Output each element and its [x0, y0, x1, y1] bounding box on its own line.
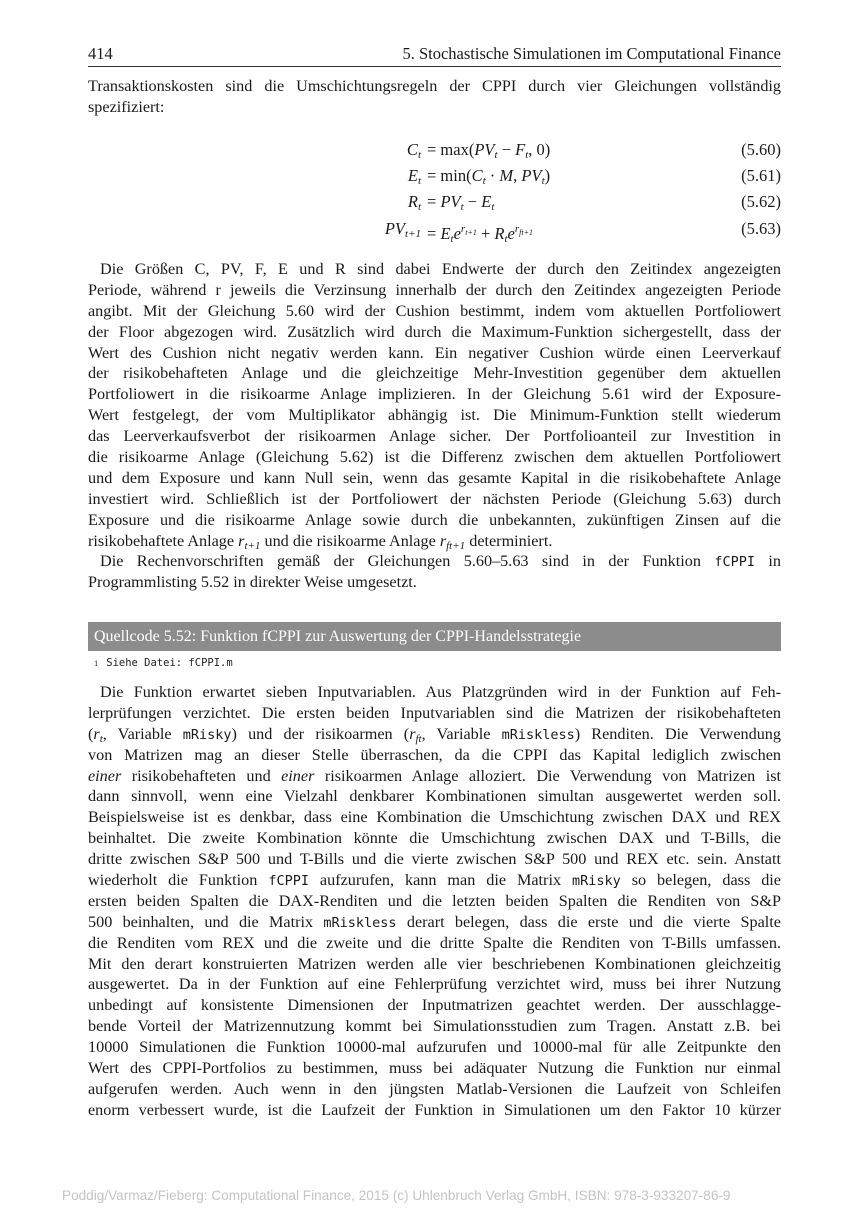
running-title: 5. Stochastische Simulationen im Computational Finance — [402, 44, 781, 63]
text-line: Die Funktion erwartet sieben Inputvariablen. Aus Platzgründen wird in der Funktion auf Feh- — [100, 683, 781, 701]
text-line: Wert festgelegt, der vom Multiplikator abhängig ist. Die Minimum-Funktion stellt wiederum — [88, 406, 781, 425]
text-line: ($r_t$, Variable mRisky) und der risikoarmen ($r_{ft}$, Variable mRiskless) Renditen. Die Verwendung — [88, 724, 781, 745]
text-line: ersten beiden Spalten die DAX-Renditen und die letzten beiden Spalten die Renditen von S&P — [88, 891, 781, 910]
text-line: 10000 Simulationen die Funktion 10000-mal aufzurufen und 10000-mal für alle Zeitpunkte den — [88, 1038, 781, 1057]
text-line: enorm verbessert wurde, ist die Laufzeit der Funktion in Simulationen um den Faktor 10 kürzer — [88, 1100, 781, 1119]
eq-rhs: = $PV_t - E_t$ — [427, 192, 495, 213]
text-line: Wert des CPPI-Portfolios zu bestimmen, muss bei adäquater Nutzung die Funktion nur einmal — [88, 1059, 781, 1078]
eq-lhs: PV — [384, 219, 406, 238]
paragraph-function-description — [88, 682, 781, 1121]
text-line: bende Vorteil der Matrizennutzung kommt bei Simulationsstudien zum Tragen. Anstatt z.B. bei — [88, 1017, 781, 1036]
eq-rhs: = $\max(PV_t - F_t$, 0) — [427, 140, 551, 161]
text-line: lerprüfungen verzichtet. Die ersten beiden Inputvariablen sind die Matrizen der risikobehafteten — [88, 703, 781, 722]
inline-code: fCPPI — [714, 554, 755, 571]
equation-5-63 — [88, 216, 781, 245]
text-line: unbedingt auf konsistente Dimensionen der Inputmatrizen geachtet werden. Der ausschlagge- — [88, 996, 781, 1015]
text-line: Programmlisting 5.52 in direkter Weise umgesetzt. — [88, 573, 417, 592]
intro-paragraph — [88, 76, 781, 118]
eq-lhs-sub: t — [417, 201, 421, 213]
code-text: Siehe Datei: fCPPI.m — [106, 657, 233, 669]
text-line: Portfoliowert in die risikoarme Anlage implizieren. In der Gleichung 5.61 wird der Exposure- — [88, 385, 781, 404]
equation-number: (5.62) — [741, 192, 781, 211]
equation-number: (5.63) — [741, 219, 781, 238]
equation-5-60 — [88, 137, 781, 163]
equation-5-62 — [88, 189, 781, 215]
text-line: Mit den derart konstruierten Matrizen werden alle vier beschriebenen Kombinationen gleichzeitig — [88, 954, 781, 973]
text-line: ausgewertet. Da in der Funktion auf eine Fehlerprüfung verzichtet wird, muss bei ihrer Nutzung — [88, 975, 781, 994]
text-line: Exposure und die risikoarme Anlage sowie durch die unbekannten, zukünftigen Zinsen auf die — [88, 510, 781, 529]
text-line: und dem Exposure und kann Null sein, wenn das gesamte Kapital in die risikobehaftete Anlage — [88, 468, 781, 487]
eq-lhs-sub: t+1 — [405, 228, 421, 240]
code-line-number: 1 — [94, 658, 99, 668]
text-line: einer risikobehafteten und einer risikoarmen Anlage alloziert. Die Verwendung von Matrizen ist — [88, 766, 781, 785]
code-line — [94, 656, 233, 670]
inline-code: mRiskless — [501, 726, 575, 743]
eq-lhs-sub: t — [417, 175, 421, 187]
equation-number: (5.60) — [741, 140, 781, 159]
paragraph-cppi-explanation — [88, 259, 781, 593]
eq-rhs: = $\min(C_t \cdot M$, $PV_t$) — [427, 166, 551, 187]
inline-code: mRisky — [182, 726, 232, 743]
eq-rhs: = $E_te^{r_{t+1}} + R_te^{r_{ft+1}}$ — [427, 223, 533, 245]
equation-number: (5.61) — [741, 166, 781, 185]
text-line: die risikoarme Anlage (Gleichung 5.62) ist die Differenz zwischen dem aktuellen Portfoliowert — [88, 448, 781, 467]
eq-lhs-sub: t — [417, 149, 421, 161]
inline-code: mRiskless — [323, 914, 397, 931]
text-line: spezifiziert: — [88, 97, 165, 116]
text-line: der Floor abgezogen wird. Zusätzlich wird durch die Maximum-Funktion sichergestellt, dass der — [88, 322, 781, 341]
eq-lhs: C — [406, 140, 418, 159]
equation-5-61 — [88, 163, 781, 189]
text-line: 500 beinhalten, und die Matrix mRiskless derart belegen, dass die erste und die vierte Spalte — [88, 912, 781, 931]
text-line: das Leerverkaufsverbot der risikoarmen Anlage sicher. Der Portfolioanteil zur Investition in — [88, 427, 781, 446]
text-line: Periode, während r jeweils die Verzinsung innerhalb der durch den Zeitindex angezeigten Periode — [88, 280, 781, 299]
page-number: 414 — [88, 44, 113, 63]
text-line: aufgerufen werden. Auch wenn in den jüngsten Matlab-Versionen die Laufzeit von Schleifen — [88, 1079, 781, 1098]
text-line: Wert des Cushion nicht negativ werden kann. Ein negativer Cushion würde einen Leerverkauf — [88, 343, 781, 362]
text-line: Die Größen C, PV, F, E und R sind dabei Endwerte der durch den Zeitindex angezeigten — [100, 260, 781, 278]
text-line: Die Rechenvorschriften gemäß der Gleichungen 5.60–5.63 sind in der Funktion fCPPI in — [100, 552, 781, 571]
text-line: Beispielsweise ist es denkbar, dass eine Kombination die Umschichtung zwischen DAX und REX — [88, 808, 781, 827]
copyright-footer: Poddig/Varmaz/Fieberg: Computational Finance, 2015 (c) Uhlenbruch Verlag GmbH, ISBN: 978-3-933207-86-9 — [62, 1188, 731, 1203]
eq-lhs: E — [407, 166, 418, 185]
text-line: wiederholt die Funktion fCPPI aufzurufen, kann man die Matrix mRisky so belegen, dass die — [88, 871, 781, 890]
listing-caption: Quellcode 5.52: Funktion fCPPI zur Auswertung der CPPI-Handelsstrategie — [88, 622, 781, 651]
running-header — [88, 42, 781, 67]
text-line: von Matrizen mag an dieser Stelle überraschen, da die CPPI das Kapital lediglich zwischen — [88, 745, 781, 764]
inline-code: mRisky — [571, 873, 621, 890]
text-line: beinhaltet. Die zweite Kombination könnte die Umschichtung zwischen DAX und T-Bills, die — [88, 829, 781, 848]
text-line: angibt. Mit der Gleichung 5.60 wird der Cushion bestimmt, indem vom aktuellen Portfoliowert — [88, 301, 781, 320]
text-line: investiert wird. Schließlich ist der Portfoliowert der nächsten Periode (Gleichung 5.63) durch — [88, 489, 781, 508]
text-line: Transaktionskosten sind die Umschichtungsregeln der CPPI durch vier Gleichungen vollständig — [88, 77, 781, 95]
eq-lhs: R — [407, 192, 418, 211]
inline-code: fCPPI — [268, 873, 309, 890]
text-line: dritte zwischen S&P 500 und T-Bills und die vierte zwischen S&P 500 und REX etc. sein. Anstatt — [88, 850, 781, 869]
text-line: der risikobehafteten Anlage und die gleichzeitige Mehr-Investition gegenüber dem aktuellen — [88, 364, 781, 383]
text-line: risikobehaftete Anlage $r_{t+1}$ und die risikoarme Anlage $r_{ft+1}$ determiniert. — [88, 531, 553, 552]
text-line: dann sinnvoll, wenn eine Vielzahl denkbarer Kombinationen simultan ausgewertet werden soll. — [88, 787, 781, 806]
text-line: die Renditen vom REX und die zweite und die dritte Spalte die Renditen von T-Bills umfassen. — [88, 933, 781, 952]
